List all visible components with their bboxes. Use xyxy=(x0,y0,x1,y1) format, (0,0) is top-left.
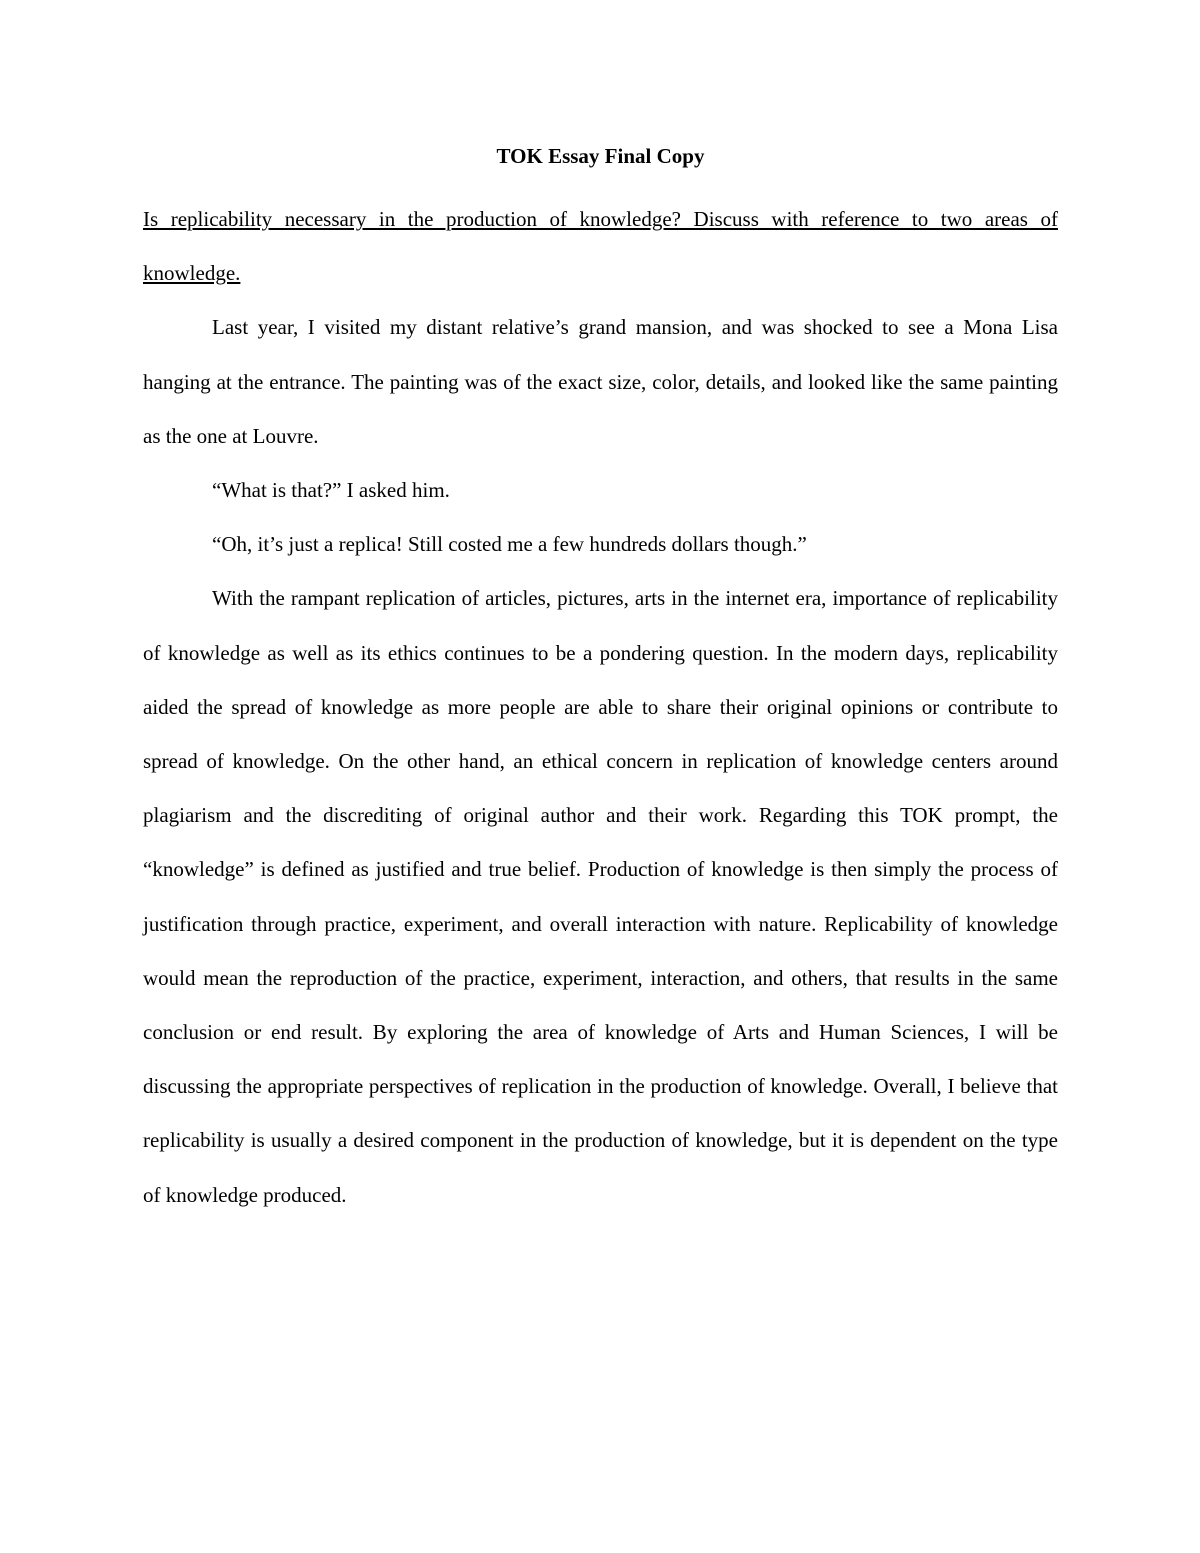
paragraph-thesis: With the rampant replication of articles, pictures, arts in the internet era, importance of replicability of knowledge as well as its ethics continues to be a pondering question. In the modern days, replicability aided the spread of knowledge as more people are able to share their original opinions or contribute to spread of knowledge. On the other hand, an ethical concern in replication of knowledge centers around plagiarism and the discrediting of original author and their work. Regarding this TOK prompt, the “knowledge” is defined as justified and true belief. Production of knowledge is then simply the process of justification through practice, experiment, and overall interaction with nature. Replicability of knowledge would mean the reproduction of the practice, experiment, interaction, and others, that results in the same conclusion or end result. By exploring the area of knowledge of Arts and Human Sciences, I will be discussing the appropriate perspectives of replication in the production of knowledge. Overall, I believe that replicability is usually a desired component in the production of knowledge, but it is dependent on the type of knowledge produced. xyxy=(143,586,1058,1207)
paragraph-dialogue-question: “What is that?” I asked him. xyxy=(212,478,450,503)
paragraph-intro: Last year, I visited my distant relative’s grand mansion, and was shocked to see a Mona Lisa hanging at the entrance. The painting was of the exact size, color, details, and looked like the same painting as the one at Louvre. xyxy=(143,315,1058,448)
document-body xyxy=(143,138,1058,1222)
paragraph-dialogue-answer: “Oh, it’s just a replica! Still costed me a few hundreds dollars though.” xyxy=(212,532,807,557)
page-title: TOK Essay Final Copy xyxy=(496,144,705,168)
essay-prompt: Is replicability necessary in the production of knowledge? Discuss with reference to two areas of knowledge. xyxy=(143,207,1058,286)
